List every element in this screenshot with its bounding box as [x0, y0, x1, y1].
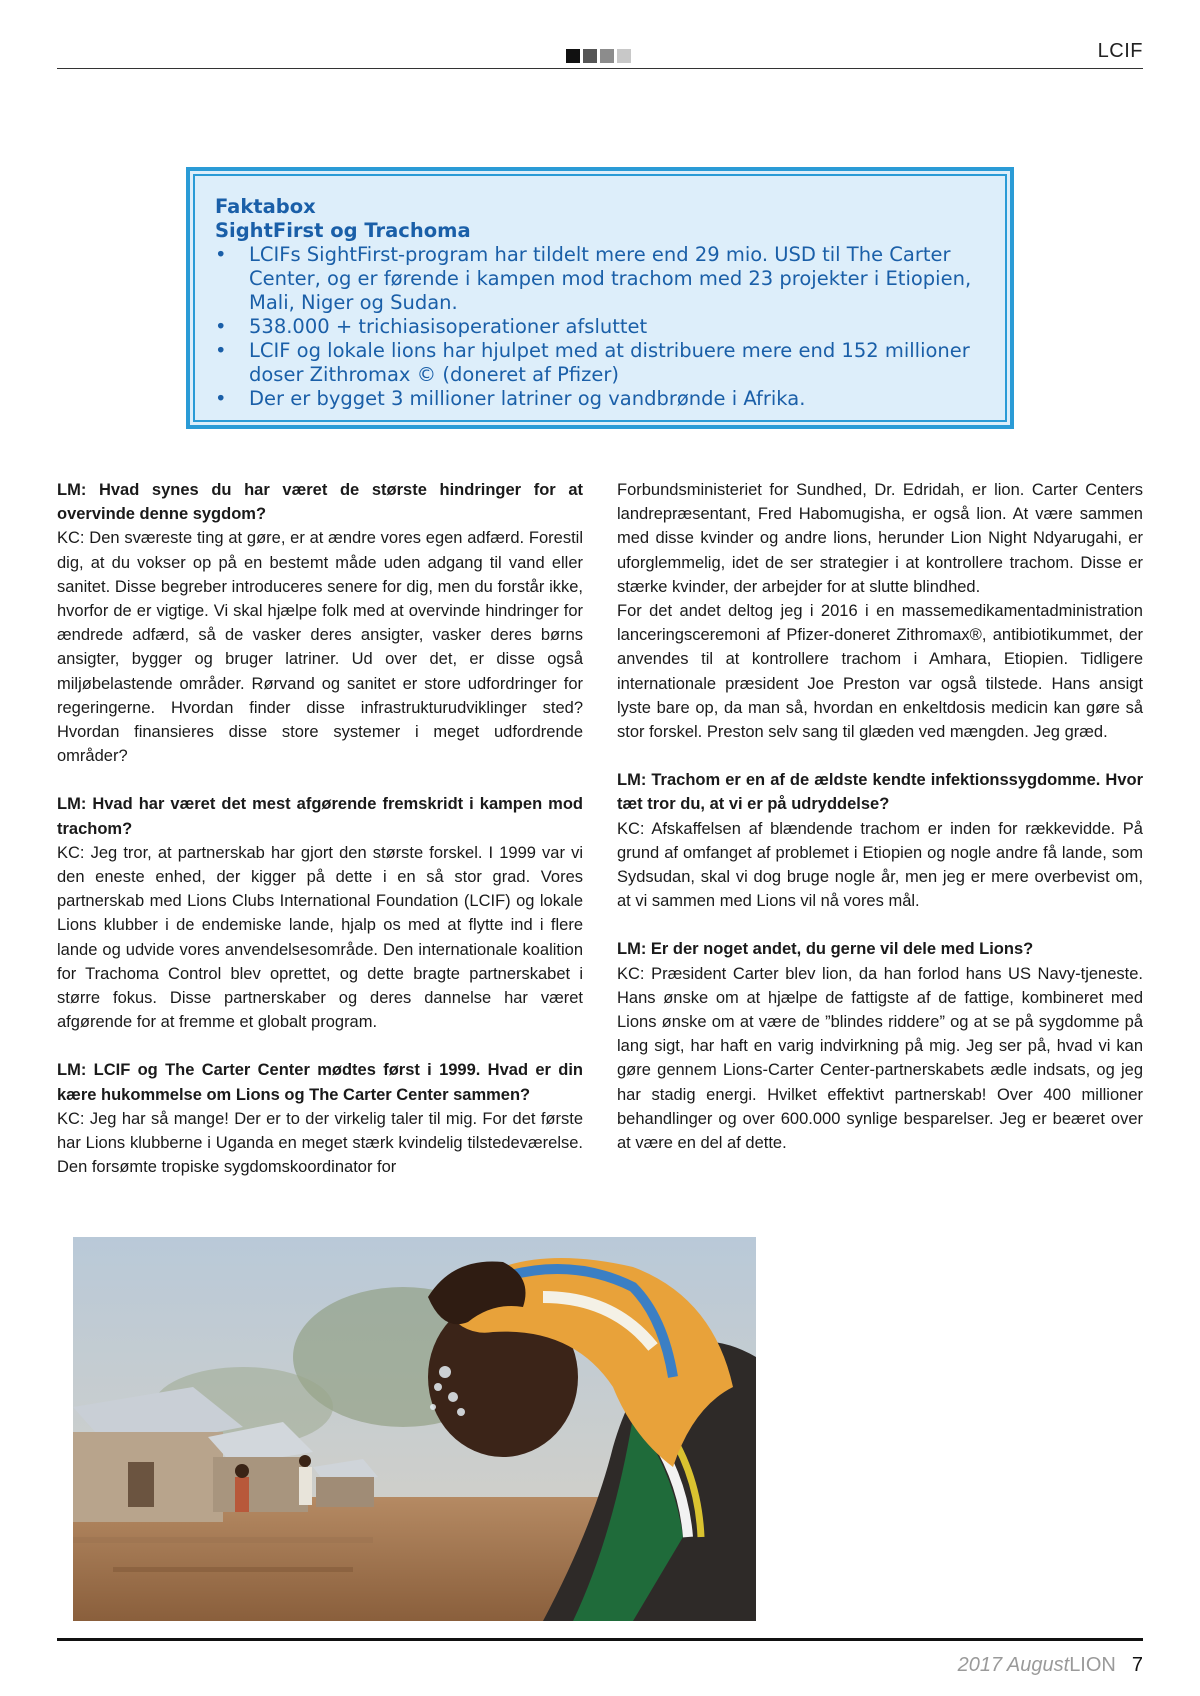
- interview-question: LM: Trachom er en af de ældste kendte infektionssygdomme. Hvor tæt tror du, at vi er på udryddelse?: [617, 771, 1143, 814]
- faktabox-item: • LCIFs SightFirst-program har tildelt mere end 29 mio. USD til The Carter Center, og er førende i kampen mod trachom med 23 projekter i Etiopien, Mali, Niger og Sudan.: [215, 243, 972, 314]
- faktabox-subtitle: SightFirst og Trachoma: [215, 219, 471, 242]
- interview-answer: For det andet deltog jeg i 2016 i en massemedikamentadministration lanceringsceremoni af Pfizer-doneret Zithromax®, antibiotikummet, der anvendes til at kontrollere trachom i Amhara, Etiopien. Tidligere internationale præsident Joe Preston var også tilstede. Hans ansigt lyste bare op, da man så, hvordan en enkeltdosis medicin kan gøre så stor forskel. Preston selv sang til glæden ved mængden. Jeg græd.: [617, 602, 1143, 742]
- header-square-2: [583, 49, 597, 63]
- header-square-3: [600, 49, 614, 63]
- interview-question: LM: Er der noget andet, du gerne vil dele med Lions?: [617, 940, 1034, 959]
- faktabox: [186, 167, 1014, 429]
- bullet-icon: •: [215, 339, 227, 362]
- faktabox-title: Faktabox: [215, 195, 316, 218]
- bullet-icon: •: [215, 387, 227, 410]
- faktabox-inner: [193, 174, 1007, 422]
- section-label: LCIF: [1097, 40, 1143, 62]
- faktabox-item: • LCIF og lokale lions har hjulpet med at distribuere mere end 152 millioner doser Zithromax © (doneret af Pfizer): [215, 339, 970, 386]
- header-square-4: [617, 49, 631, 63]
- interview-answer: KC: Jeg tror, at partnerskab har gjort den største forskel. I 1999 var vi den eneste enhed, der kigger på dette i en så stor grad. Vores partnerskab med Lions Clubs International Foundation (LCIF) og lokale Lions klubber i de endemiske lande, hjalp os med at flytte ind i flere lande og udvide vores anvendelsesområde. Den internationale koalition for Trachoma Control blev oprettet, og dette bragte partnerskabet i større fokus. Disse partnerskaber og deres dannelse har været afgørende for at fremme et globalt program.: [57, 843, 583, 1032]
- faktabox-list: [215, 243, 985, 411]
- article-column-right: [617, 478, 1143, 1155]
- article-column-left: [57, 478, 583, 1179]
- header-square-1: [566, 49, 580, 63]
- interview-question: LM: LCIF og The Carter Center mødtes først i 1999. Hvad er din kære hukommelse om Lions og The Carter Center sammen?: [57, 1061, 583, 1104]
- header-rule: [57, 68, 1143, 69]
- interview-answer: KC: Jeg har så mange! Der er to der virkelig taler til mig. For det første har Lions klubberne i Uganda en meget stærk kvindelig tilstedeværelse. Den forsømte tropiske sygdomskoordinator for: [57, 1109, 583, 1177]
- interview-answer: KC: Præsident Carter blev lion, da han forlod hans US Navy-tjeneste. Hans ønske om at hjælpe de fattigste af de fattige, kombineret med Lions ønske om at være de ”blindes riddere” og at se på sygdomme på lang sigt, har haft en varig indvirkning på mig. Jeg ser på, hvad vi kan gøre gennem Lions-Carter Center-partnerskabets ædle indsats, og jeg har stadig energi. Hvilket effektivt partnerskab! Over 400 millioner behandlinger og over 600.000 synlige besparelser. Jeg er beæret over at være en del af dette.: [617, 964, 1143, 1153]
- article-photo: [73, 1237, 756, 1621]
- header-squares: [566, 49, 631, 63]
- footer-issue: 2017 August: [957, 1654, 1070, 1676]
- page-number: 7: [1131, 1654, 1143, 1676]
- bullet-icon: •: [215, 243, 227, 266]
- footer-magazine: LION: [1069, 1654, 1116, 1676]
- page-footer: [958, 1654, 1143, 1677]
- interview-answer: KC: Den sværeste ting at gøre, er at ændre vores egen adfærd. Forestil dig, at du vokser op på en bestemt måde uden adgang til vand eller sanitet. Disse begreber introduceres senere for dig, men du forstår ikke, hvorfor de er vigtige. Vi skal hjælpe folk med at overvinde hindringer for ændrede adfærd, så de vasker deres ansigter, vasker deres børns ansigter, bygger og bruger latriner. Ud over det, er disse også miljøbelastende områder. Rørvand og sanitet er store udfordringer for regeringerne. Hvordan finder disse infrastrukturudviklinger sted? Hvordan finansieres disse store systemer i meget udfordrende områder?: [57, 529, 583, 766]
- interview-question: LM: Hvad har været det mest afgørende fremskridt i kampen mod trachom?: [57, 795, 583, 838]
- faktabox-item: • 538.000 + trichiasisoperationer afsluttet: [215, 315, 648, 338]
- interview-answer: KC: Afskaffelsen af blændende trachom er inden for rækkevidde. På grund af omfanget af problemet i Etiopien og nogle andre få lande, som Sydsudan, skal vi dog bruge nogle år, men jeg er mere overbevist om, at vi sammen med Lions vil nå vores mål.: [617, 819, 1143, 911]
- interview-question: LM: Hvad synes du har været de største hindringer for at overvinde denne sygdom?: [57, 481, 583, 524]
- footer-rule: [57, 1638, 1143, 1641]
- faktabox-item: • Der er bygget 3 millioner latriner og vandbrønde i Afrika.: [215, 387, 806, 410]
- interview-answer: Forbundsministeriet for Sundhed, Dr. Edridah, er lion. Carter Centers landrepræsentant, Fred Habomugisha, er også lion. At være sammen med disse kvinder og andre lions, herunder Lion Night Ndyarugahi, er uforglemmelig, idet de ser strategier i at kontrollere trachom. Disse er stærke kvinder, der arbejder for at slutte blindhed.: [617, 481, 1143, 596]
- bullet-icon: •: [215, 315, 227, 338]
